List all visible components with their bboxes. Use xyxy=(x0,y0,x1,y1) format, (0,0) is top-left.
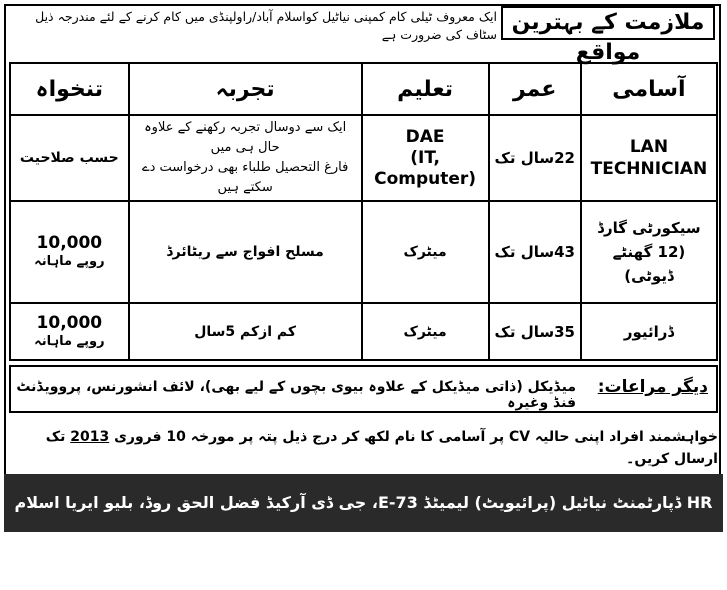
education-cell xyxy=(362,115,489,201)
intro-text: ایک معروف ٹیلی کام کمپنی نیاٹیل کواسلام آباد/راولپنڈی میں کام کرنے کے لئے مندرجہ ذیل سٹاف کی ضرورت ہے xyxy=(35,9,497,42)
post-line: TECHNICIAN xyxy=(590,159,708,179)
benefits-box xyxy=(9,365,718,413)
age-cell: 22سال تک xyxy=(489,115,581,201)
salary-unit: روپے ماہانہ xyxy=(34,254,105,269)
post-cell: ڈرائیور xyxy=(581,303,717,360)
education-line: Computer) xyxy=(374,168,477,189)
experience-line: ایک سے دوسال تجربہ رکھنے کے علاوہ حال ہی میں xyxy=(144,120,347,155)
age-cell: 43سال تک xyxy=(489,201,581,303)
table-header-row xyxy=(10,63,717,115)
table-row xyxy=(10,115,717,201)
table-row xyxy=(10,303,717,360)
header-post: آسامی xyxy=(581,63,717,115)
post-cell xyxy=(581,115,717,201)
table-row xyxy=(10,201,717,303)
apply-text: خواہشمند افراد اپنی حالیہ CV پر آسامی کا نام لکھ کر درج ذیل پتہ پر مورخہ 10 فروری xyxy=(109,429,718,445)
salary-cell xyxy=(10,115,129,201)
salary-amount: 10,000 xyxy=(36,233,103,253)
deadline-year: 2013 xyxy=(70,429,110,445)
education-cell: میٹرک xyxy=(362,201,489,303)
benefits-text: میڈیکل (ذاتی میڈیکل کے علاوہ بیوی بچوں کے لیے بھی)، لائف انشورنس، پروویڈنٹ فنڈ وغیرہ xyxy=(16,379,576,411)
post-line: LAN xyxy=(629,137,669,157)
benefits-label: دیگر مراعات: xyxy=(597,377,708,397)
apply-instructions xyxy=(9,422,718,468)
age-cell: 35سال تک xyxy=(489,303,581,360)
header-experience: تجربہ xyxy=(129,63,362,115)
salary-cell xyxy=(10,201,129,303)
salary-text: حسب صلاحیت xyxy=(19,150,119,166)
footer-address: HR ڈپارٹمنٹ نیاٹیل (پرائیویٹ) لیمیٹڈ E-73، جی ڈی آرکیڈ فضل الحق روڈ، بلیو ایریا اسلام آباد xyxy=(4,474,723,532)
education-cell: میٹرک xyxy=(362,303,489,360)
salary-amount: 10,000 xyxy=(36,312,103,333)
apply-text-end: تک ارسال کریں۔ xyxy=(45,429,718,467)
experience-cell: کم ازکم 5سال xyxy=(129,303,362,360)
header-education: تعلیم xyxy=(362,63,489,115)
education-line: (IT, xyxy=(410,147,440,168)
page-header xyxy=(6,6,719,65)
experience-cell xyxy=(129,115,362,201)
post-line: (12 گھنٹے ڈیوٹی) xyxy=(612,243,686,285)
education-line: DAE xyxy=(405,126,445,147)
post-cell xyxy=(581,201,717,303)
header-age: عمر xyxy=(489,63,581,115)
salary-unit: روپے ماہانہ xyxy=(34,333,105,349)
page-title: ملازمت کے بہترین مواقع xyxy=(501,6,715,40)
header-salary: تنخواہ xyxy=(10,63,129,115)
jobs-table xyxy=(9,62,718,361)
post-line: سیکورٹی گارڈ xyxy=(597,219,701,237)
experience-line: فارغ التحصیل طلباء بھی درخواست دے سکتے ہیں xyxy=(141,160,349,195)
salary-cell xyxy=(10,303,129,360)
experience-cell: مسلح افواج سے ریٹائرڈ xyxy=(129,201,362,303)
